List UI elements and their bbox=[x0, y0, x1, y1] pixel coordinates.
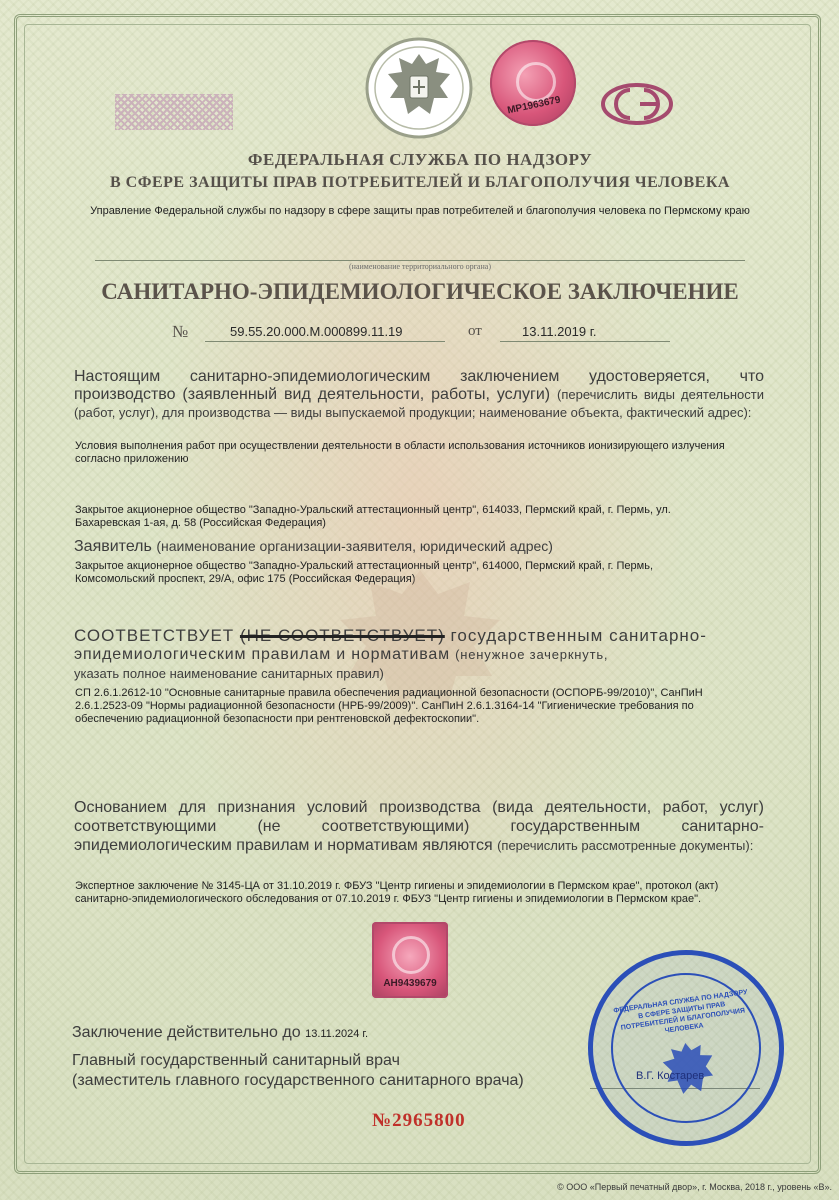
applicant-value: Закрытое акционерное общество "Западно-Уральский аттестационный центр", 614000, Пермский край, г. Пермь, Комсомольский проспект, 29/А, офис 175 (Российская Федерация) bbox=[75, 560, 654, 585]
compliance-line-1 bbox=[74, 626, 764, 646]
compliance-struck-status: (НЕ СООТВЕТСТВУЕТ) bbox=[239, 626, 445, 645]
document-number: 59.55.20.000.М.000899.11.19 bbox=[230, 324, 403, 339]
hologram-code: МР1963679 bbox=[506, 94, 562, 117]
document-date: 13.11.2019 г. bbox=[522, 324, 597, 339]
agency-line-1: ФЕДЕРАЛЬНАЯ СЛУЖБА ПО НАДЗОРУ bbox=[247, 150, 593, 169]
basis-documents: Экспертное заключение № 3145-ЦА от 31.10.2019 г. ФБУЗ "Центр гигиены и эпидемиологии в Пермском крае", протокол (акт) санитарно-эпидемиологического обследования от 07.10.2019 г. ФБУЗ "Центр гигиены и эпидемиологии в Пермском крае". bbox=[75, 880, 719, 905]
applicant-heading bbox=[74, 538, 764, 555]
certification-intro-hint: (перечислить виды деятельности (работ, услуг), для производства — виды выпускаемой продукции; наименование объекта, фактический адрес): bbox=[74, 387, 764, 420]
compliance-status: СООТВЕТСТВУЕТ bbox=[74, 626, 235, 645]
hologram-seal-bottom bbox=[372, 922, 448, 998]
hologram-code: АН9439679 bbox=[383, 978, 437, 989]
object-description: Закрытое акционерное общество "Западно-Уральский аттестационный центр", 614033, Пермский край, г. Пермь, ул. Бахаревская 1-ая, д. 58 (Российская Федерация) bbox=[75, 504, 671, 529]
validity-label: Заключение действительно до bbox=[72, 1024, 301, 1041]
form-number: №2965800 bbox=[372, 1110, 466, 1131]
sanitary-rules: СП 2.6.1.2612-10 "Основные санитарные правила обеспечения радиационной безопасности (ОСПОРБ-99/2010)", СанПиН 2.6.1.2523-09 "Нормы радиационной безопасности (НРБ-99/2009)". СанПиН 2.6.1.3164-14 "Гигиенические требования по обеспечению радиационной безопасности при рентгеновской дефектоскопии". bbox=[75, 687, 703, 725]
certification-intro-main: Настоящим санитарно-эпидемиологическим заключением удостоверяется, что производство (заявленный вид деятельности, работы, услуги) bbox=[74, 368, 764, 403]
compliance-text-end: государственным санитарно- bbox=[450, 626, 707, 645]
stamp-eagle-icon bbox=[654, 1035, 723, 1101]
document-title: САНИТАРНО-ЭПИДЕМИОЛОГИЧЕСКОЕ ЗАКЛЮЧЕНИЕ bbox=[101, 279, 739, 304]
state-emblem-icon bbox=[364, 36, 474, 140]
validity-line bbox=[72, 1024, 472, 1043]
validity-date: 13.11.2024 г. bbox=[305, 1028, 369, 1040]
territorial-body: Управление Федеральной службы по надзору в сфере защиты прав потребителей и благополучия человека по Пермскому краю bbox=[90, 205, 750, 217]
basis-intro bbox=[74, 798, 764, 855]
security-pattern-block bbox=[115, 94, 233, 130]
stamp-ring-text: ФЕДЕРАЛЬНАЯ СЛУЖБА ПО НАДЗОРУ В СФЕРЕ ЗАЩИТЫ ПРАВ ПОТРЕБИТЕЛЕЙ И БЛАГОПОЛУЧИЯ ЧЕЛОВЕКА bbox=[613, 988, 748, 1035]
date-label: от bbox=[468, 323, 482, 339]
date-rule bbox=[500, 341, 670, 342]
applicant-label: Заявитель bbox=[74, 538, 152, 555]
agency-line-2: В СФЕРЕ ЗАЩИТЫ ПРАВ ПОТРЕБИТЕЛЕЙ И БЛАГОПОЛУЧИЯ ЧЕЛОВЕКА bbox=[110, 174, 730, 191]
signatory-name: В.Г. Костарев bbox=[636, 1070, 705, 1082]
territorial-rule bbox=[95, 260, 745, 261]
compliance-text-line2: эпидемиологическим правилам и нормативам bbox=[74, 646, 450, 663]
activity-description: Условия выполнения работ при осуществлении деятельности в области использования источников ионизирующего излучения согласно приложению bbox=[75, 440, 725, 465]
conformity-mark-icon bbox=[600, 82, 674, 126]
number-rule bbox=[205, 341, 445, 342]
applicant-hint: (наименование организации-заявителя, юридический адрес) bbox=[156, 538, 553, 554]
hologram-seal-top bbox=[490, 40, 576, 126]
signatory-title-deputy: (заместитель главного государственного санитарного врача) bbox=[72, 1072, 524, 1089]
signatory-title: Главный государственный санитарный врач bbox=[72, 1052, 400, 1069]
compliance-hint-line3: указать полное наименование санитарных правил) bbox=[74, 666, 384, 681]
compliance-hint-line2: (ненужное зачеркнуть, bbox=[455, 647, 609, 662]
certification-intro bbox=[74, 368, 764, 422]
basis-intro-main: Основанием для признания условий производства (вида деятельности, работ, услуг) соответствующими (не соответствующими) государственным санитарно-эпидемиологическим правилам и нормативам являются bbox=[74, 799, 764, 854]
hologram-cross-icon bbox=[392, 936, 430, 974]
territorial-caption: (наименование территориального органа) bbox=[349, 262, 491, 271]
number-sign: № bbox=[172, 322, 189, 341]
compliance-line-2 bbox=[74, 646, 764, 664]
printer-footer: © ООО «Первый печатный двор», г. Москва, 2018 г., уровень «В». bbox=[557, 1182, 832, 1192]
basis-intro-hint: (перечислить рассмотренные документы): bbox=[497, 838, 754, 853]
